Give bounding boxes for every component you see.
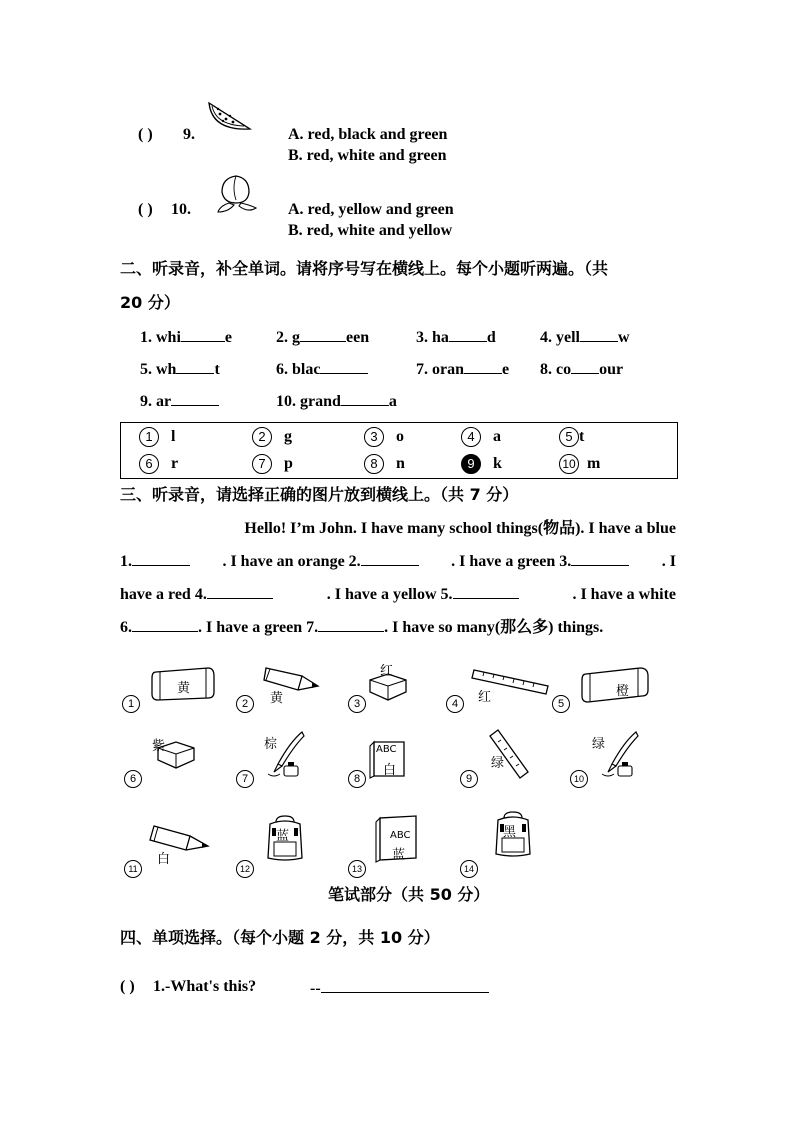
picture-number: 14 xyxy=(460,860,478,878)
word-prefix: 4. yell xyxy=(540,329,580,346)
picture-number: 2 xyxy=(236,695,254,713)
letter-option[interactable] xyxy=(364,427,404,447)
word-suffix: t xyxy=(214,361,220,378)
word-item xyxy=(276,391,397,411)
word-item xyxy=(416,359,509,379)
section3-title: 三、听录音，请选择正确的图片放到横线上。（共 7 分） xyxy=(120,485,519,504)
word-item xyxy=(276,359,368,379)
word-item xyxy=(140,391,219,411)
option-number: 10 xyxy=(559,454,579,474)
passage-text: have a red 4. xyxy=(120,586,207,603)
q9-option-a[interactable]: A. red, black and green xyxy=(288,126,448,143)
letter-option[interactable] xyxy=(252,427,292,447)
color-label: 黄 xyxy=(270,691,284,706)
written-part-title: 笔试部分（共 50 分） xyxy=(328,885,490,904)
q10-option-a[interactable]: A. red, yellow and green xyxy=(288,201,454,218)
q10-number: 10. xyxy=(171,201,191,218)
word-prefix: 6. blac xyxy=(276,361,321,378)
picture-option[interactable] xyxy=(348,767,366,788)
option-letter: n xyxy=(396,455,405,472)
passage-line-3 xyxy=(120,578,676,611)
answer-blank[interactable] xyxy=(571,359,599,374)
option-number: 1 xyxy=(139,427,159,447)
option-number: 4 xyxy=(461,427,481,447)
option-number: 2 xyxy=(252,427,272,447)
q9-paren[interactable]: ( ) xyxy=(138,126,153,143)
section4-title: 四、单项选择。（每个小题 2 分，共 10 分） xyxy=(120,928,440,947)
answer-blank[interactable] xyxy=(571,551,629,566)
q9-option-b[interactable]: B. red, white and green xyxy=(288,147,447,164)
letter-options-box xyxy=(120,422,678,479)
color-label: 橙 xyxy=(616,684,630,699)
word-suffix: our xyxy=(599,361,624,378)
letter-option[interactable] xyxy=(461,454,502,474)
word-suffix: e xyxy=(224,329,233,346)
passage-line-2 xyxy=(120,545,676,578)
color-label: 红 xyxy=(380,664,394,679)
option-letter: t xyxy=(579,428,585,445)
answer-blank[interactable] xyxy=(132,551,190,566)
word-prefix: 2. g xyxy=(276,329,300,346)
q1-dash: -- xyxy=(310,980,321,997)
option-letter: a xyxy=(493,428,501,445)
q9-number: 9. xyxy=(183,126,195,143)
word-item xyxy=(140,327,232,347)
word-suffix: a xyxy=(388,393,397,410)
letter-option[interactable] xyxy=(559,454,600,474)
answer-blank[interactable] xyxy=(176,359,214,374)
option-letter: l xyxy=(171,428,176,445)
picture-option[interactable] xyxy=(460,857,478,878)
option-number: 6 xyxy=(139,454,159,474)
word-prefix: 3. ha xyxy=(416,329,449,346)
answer-blank[interactable] xyxy=(580,327,618,342)
letter-option[interactable] xyxy=(139,427,175,447)
passage-text: . I have a yellow 5. xyxy=(326,586,453,603)
option-number: 5 xyxy=(559,427,579,447)
passage-text: Hello! I’m John. I have many school things(物品). I have a blue xyxy=(244,520,676,537)
option-letter: p xyxy=(284,455,293,472)
picture-number: 12 xyxy=(236,860,254,878)
picture-option[interactable] xyxy=(348,857,366,878)
picture-option[interactable] xyxy=(236,767,254,788)
passage-text: 6. xyxy=(120,619,132,636)
option-letter: o xyxy=(396,428,404,445)
letter-option[interactable] xyxy=(139,454,178,474)
answer-blank[interactable] xyxy=(132,617,198,632)
letter-option[interactable] xyxy=(252,454,293,474)
word-suffix: w xyxy=(618,329,630,346)
picture-number: 1 xyxy=(122,695,140,713)
picture-option[interactable] xyxy=(348,692,366,713)
word-prefix: 8. co xyxy=(540,361,572,378)
q10-option-b[interactable]: B. red, white and yellow xyxy=(288,222,453,239)
color-label: 白 xyxy=(157,852,171,867)
word-suffix: e xyxy=(502,361,510,378)
letter-option[interactable] xyxy=(559,427,584,447)
picture-number: 8 xyxy=(348,770,366,788)
answer-blank[interactable] xyxy=(449,327,487,342)
answer-blank[interactable] xyxy=(320,359,368,374)
picture-option[interactable] xyxy=(122,692,140,713)
color-label: 蓝 xyxy=(276,829,290,844)
color-label: 白 xyxy=(383,763,397,778)
color-label: 绿 xyxy=(592,737,606,752)
word-item xyxy=(540,359,623,379)
word-item xyxy=(276,327,369,347)
book-cover-text: ABC xyxy=(390,830,411,841)
section2-title-cont: 20 分） xyxy=(120,293,180,312)
passage-text: 1. xyxy=(120,553,132,570)
picture-option[interactable] xyxy=(124,767,142,788)
passage-text: . I xyxy=(661,553,676,570)
answer-blank[interactable] xyxy=(181,327,225,342)
color-label: 蓝 xyxy=(392,848,406,863)
option-letter: k xyxy=(493,455,502,472)
answer-blank[interactable] xyxy=(464,359,502,374)
color-label: 绿 xyxy=(491,756,505,771)
picture-option[interactable] xyxy=(460,767,478,788)
passage-text: . I have a green 7. xyxy=(198,619,319,636)
q10-paren[interactable]: ( ) xyxy=(138,201,153,218)
passage-line-4 xyxy=(120,611,676,644)
picture-option[interactable] xyxy=(124,857,142,878)
option-letter: r xyxy=(171,455,179,472)
word-item xyxy=(140,359,220,379)
color-label: 红 xyxy=(478,690,492,705)
picture-option[interactable] xyxy=(552,692,570,713)
letter-option[interactable] xyxy=(461,427,501,447)
book-cover-text: ABC xyxy=(376,744,397,755)
passage-line-1 xyxy=(120,512,676,545)
picture-option[interactable] xyxy=(570,767,588,788)
option-letter: m xyxy=(587,455,601,472)
picture-number: 5 xyxy=(552,695,570,713)
answer-blank[interactable] xyxy=(171,391,219,406)
option-number: 8 xyxy=(364,454,384,474)
picture-option[interactable] xyxy=(446,692,464,713)
q1-text: 1.-What's this? xyxy=(153,978,257,995)
section2-title: 二、听录音，补全单词。请将序号写在横线上。每个小题听两遍。（共 xyxy=(120,259,609,278)
option-number: 7 xyxy=(252,454,272,474)
word-prefix: 7. oran xyxy=(416,361,464,378)
color-label: 棕 xyxy=(264,737,278,752)
watermelon-icon xyxy=(206,97,254,135)
answer-blank[interactable] xyxy=(361,551,419,566)
picture-option[interactable] xyxy=(236,692,254,713)
option-number: 3 xyxy=(364,427,384,447)
picture-number: 3 xyxy=(348,695,366,713)
pencil-box-icon xyxy=(580,664,650,704)
answer-blank[interactable] xyxy=(318,617,384,632)
picture-number: 11 xyxy=(124,860,142,878)
picture-number: 4 xyxy=(446,695,464,713)
word-prefix: 9. ar xyxy=(140,393,172,410)
word-item xyxy=(540,327,630,347)
passage-text: . I have so many(那么多) things. xyxy=(384,619,604,636)
picture-number: 10 xyxy=(570,770,588,788)
answer-blank[interactable] xyxy=(207,584,273,599)
q1-paren[interactable]: ( ) xyxy=(120,978,135,995)
picture-option[interactable] xyxy=(236,857,254,878)
passage-text: . I have an orange 2. xyxy=(222,553,361,570)
color-label: 黄 xyxy=(177,681,191,696)
color-label: 紫 xyxy=(152,739,166,754)
letter-option[interactable] xyxy=(364,454,405,474)
option-number: 9 xyxy=(461,454,481,474)
picture-number: 7 xyxy=(236,770,254,788)
word-prefix: 1. whi xyxy=(140,329,181,346)
word-suffix: d xyxy=(486,329,496,346)
passage-text: . I have a green 3. xyxy=(451,553,572,570)
answer-blank[interactable] xyxy=(321,978,489,993)
picture-number: 9 xyxy=(460,770,478,788)
word-suffix: een xyxy=(346,329,370,346)
q1-answer xyxy=(310,978,489,998)
answer-blank[interactable] xyxy=(453,584,519,599)
peach-icon xyxy=(214,170,258,214)
color-label: 黑 xyxy=(503,825,517,840)
answer-blank[interactable] xyxy=(341,391,389,406)
picture-number: 6 xyxy=(124,770,142,788)
word-prefix: 5. wh xyxy=(140,361,177,378)
answer-blank[interactable] xyxy=(300,327,346,342)
passage-text: . I have a white xyxy=(572,586,676,603)
picture-number: 13 xyxy=(348,860,366,878)
word-prefix: 10. grand xyxy=(276,393,341,410)
option-letter: g xyxy=(284,428,292,445)
word-item xyxy=(416,327,496,347)
